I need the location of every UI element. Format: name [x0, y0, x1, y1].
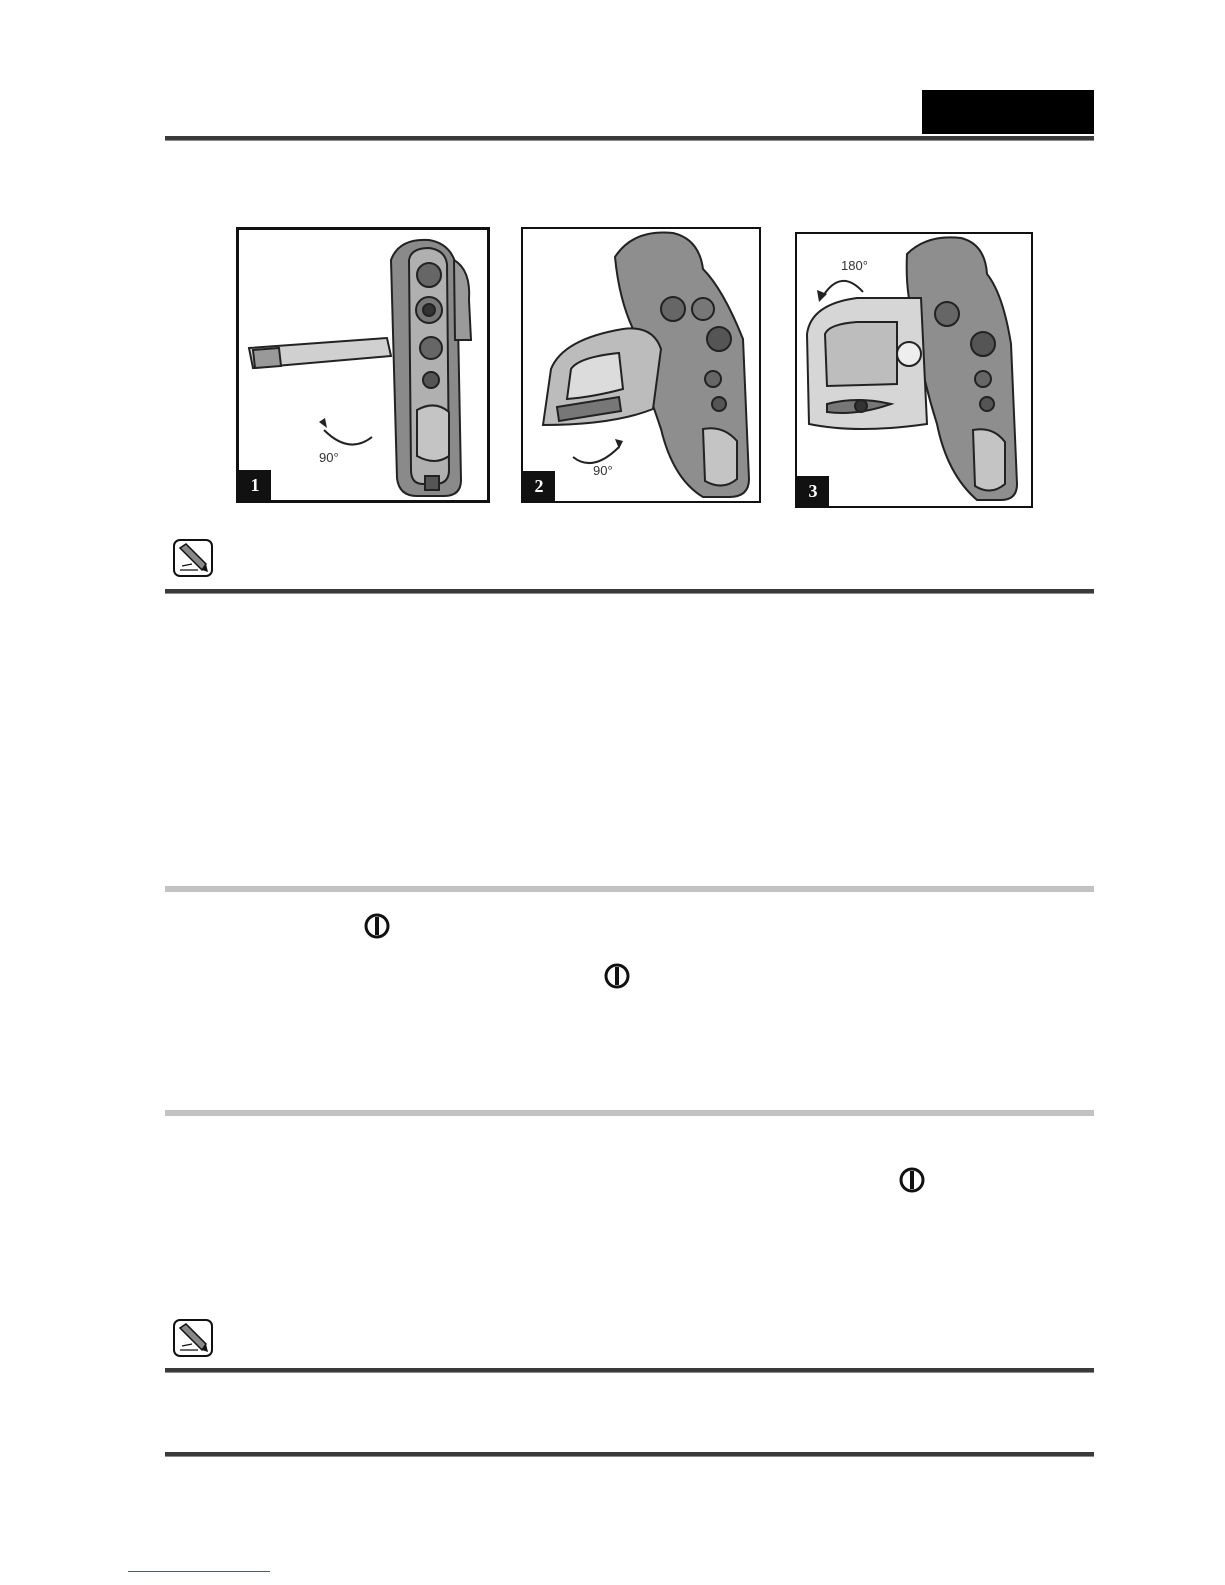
- note-pencil-icon: [172, 538, 214, 578]
- camcorder-illustration-3: [797, 234, 1031, 506]
- figure-number: 2: [523, 471, 555, 501]
- footer-link-underline: [128, 1571, 270, 1572]
- camcorder-illustration-1: [239, 230, 487, 500]
- figure-1: [236, 227, 490, 503]
- header-rule: [165, 136, 1094, 141]
- section-divider: [165, 886, 1094, 892]
- rotation-angle-label: 180°: [841, 258, 868, 273]
- note-rule: [165, 1368, 1094, 1373]
- note-rule: [165, 589, 1094, 594]
- footer-rule: [165, 1452, 1094, 1457]
- language-tab-box: [922, 90, 1094, 134]
- rotation-angle-label: 90°: [593, 463, 613, 478]
- power-button-icon: [363, 912, 391, 940]
- figure-3: [795, 232, 1033, 508]
- rotation-angle-label: 90°: [319, 450, 339, 465]
- note-pencil-icon: [172, 1318, 214, 1358]
- power-button-icon: [898, 1166, 926, 1194]
- figure-number: 1: [239, 470, 271, 500]
- camcorder-illustration-2: [523, 229, 759, 501]
- figure-2: [521, 227, 761, 503]
- figure-number: 3: [797, 476, 829, 506]
- power-button-icon: [603, 962, 631, 990]
- section-divider: [165, 1110, 1094, 1116]
